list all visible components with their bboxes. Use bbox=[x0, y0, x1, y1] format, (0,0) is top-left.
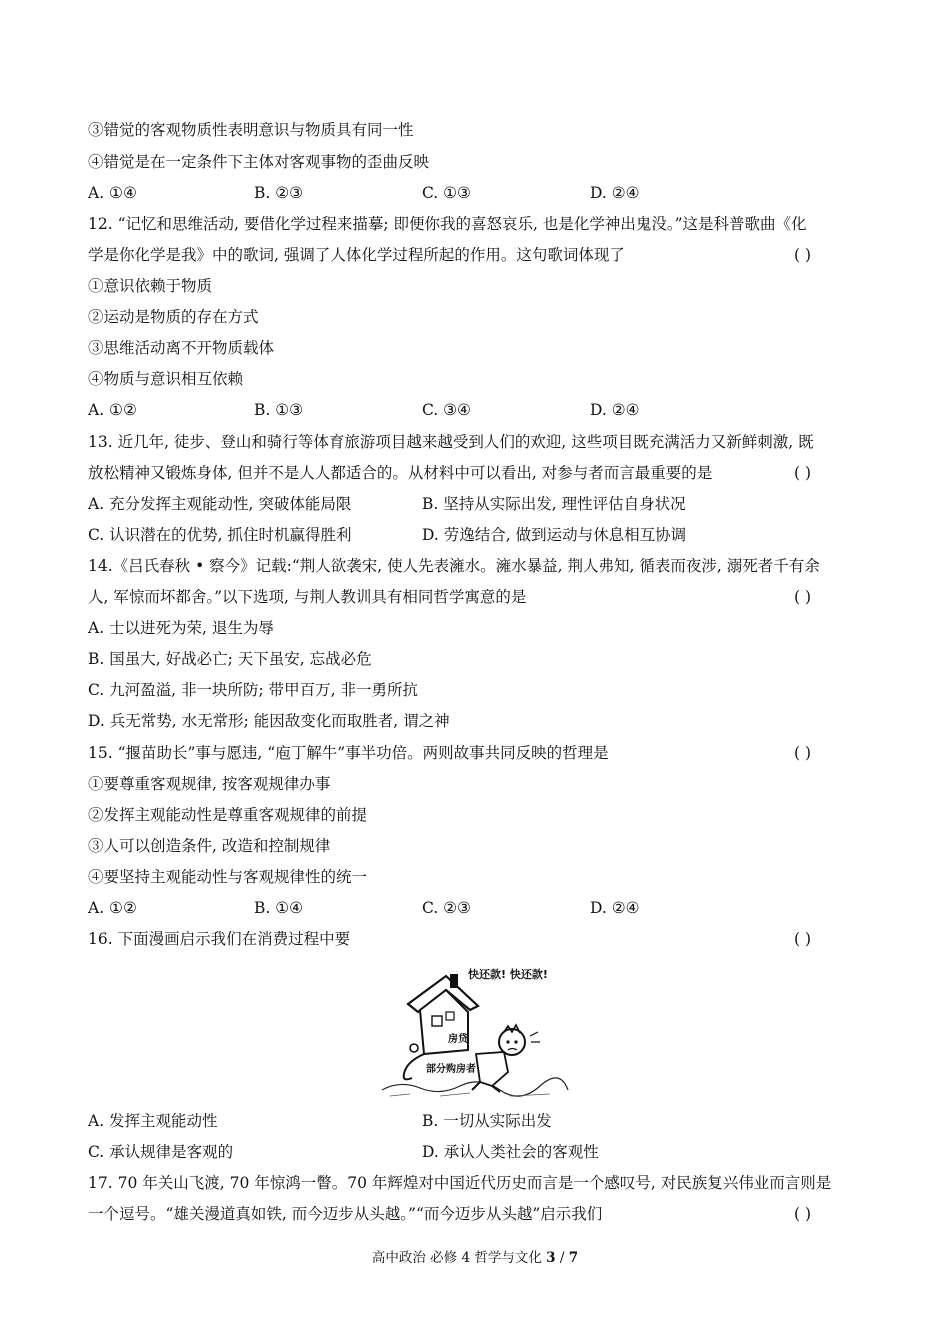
footer-separator: / bbox=[555, 1250, 569, 1266]
q14-stem-2: 人, 军惊而坏都舍。”以下选项, 与荆人教训具有相同哲学寓意的是 bbox=[88, 588, 527, 606]
q13-option-b: B. 坚持从实际出发, 理性评估自身状况 bbox=[422, 495, 686, 513]
q12-stem-2: 学是你化学是我》中的歌词, 强调了人体化学过程所起的作用。这句歌词体现了 bbox=[88, 246, 625, 264]
q13-option-c: C. 认识潜在的优势, 抓住时机赢得胜利 bbox=[88, 526, 352, 544]
house-label: 房贷 bbox=[448, 1034, 468, 1045]
cartoon-drawing bbox=[380, 962, 570, 1100]
q15-option-c: C. ②③ bbox=[422, 899, 471, 917]
q12-choice-3: ③思维活动离不开物质载体 bbox=[88, 339, 275, 357]
q13-stem-2: 放松精神又锻炼身体, 但并不是人人都适合的。从材料中可以看出, 对参与者而言最重要的是 bbox=[88, 464, 713, 482]
q15-option-b: B. ①④ bbox=[254, 899, 304, 917]
q15-choice-4: ④要坚持主观能动性与客观规律性的统一 bbox=[88, 868, 368, 886]
q13-option-a: A. 充分发挥主观能动性, 突破体能局限 bbox=[88, 495, 352, 513]
q14-answer-bracket: ( ) bbox=[794, 588, 812, 606]
house-chimney bbox=[450, 974, 458, 988]
q15-option-a: A. ①② bbox=[88, 899, 137, 917]
q12-choice-4: ④物质与意识相互依赖 bbox=[88, 370, 244, 388]
q12-choice-1: ①意识依赖于物质 bbox=[88, 277, 213, 295]
q14-option-b: B. 国虽大, 好战必亡; 天下虽安, 忘战必危 bbox=[88, 650, 372, 668]
q11-choice-3: ③错觉的客观物质性表明意识与物质具有同一性 bbox=[88, 121, 414, 139]
person-eye-2 bbox=[514, 1040, 517, 1043]
q12-answer-bracket: ( ) bbox=[794, 246, 812, 264]
q17-stem-1: 17. 70 年关山飞渡, 70 年惊鸿一瞥。70 年辉煌对中国近代历史而言是一个感叹号, 对民族复兴伟业而言则是 bbox=[88, 1174, 832, 1192]
person-label: 部分购房者 bbox=[426, 1064, 476, 1075]
q14-option-c: C. 九河盈溢, 非一块所防; 带甲百万, 非一勇所抗 bbox=[88, 681, 419, 699]
q11-option-c: C. ①③ bbox=[422, 184, 471, 202]
footer-page-total: 7 bbox=[568, 1250, 579, 1266]
q11-choice-4: ④错觉是在一定条件下主体对客观事物的歪曲反映 bbox=[88, 153, 430, 171]
q12-stem-1: 12. “记忆和思维活动, 要借化学过程来描摹; 即便你我的喜怒哀乐, 也是化学神出鬼没。”这是科普歌曲《化 bbox=[88, 215, 807, 233]
mortgage-cartoon bbox=[380, 962, 570, 1100]
chain-link bbox=[410, 1044, 418, 1052]
q17-stem-2: 一个逗号。“雄关漫道真如铁, 而今迈步从头越。”“而今迈步从头越”启示我们 bbox=[88, 1205, 603, 1223]
q14-stem-1: 14.《吕氏春秋 • 察今》记载:“荆人欲袭宋, 使人先表澭水。澭水暴益, 荆人弗知, 循表而夜涉, 溺死者千有余 bbox=[88, 557, 820, 575]
q15-choice-1: ①要尊重客观规律, 按客观规律办事 bbox=[88, 775, 331, 793]
sweat-marks bbox=[530, 1032, 540, 1042]
q16-option-d: D. 承认人类社会的客观性 bbox=[422, 1143, 599, 1161]
person-eye bbox=[506, 1040, 509, 1043]
q12-option-b: B. ①③ bbox=[254, 401, 304, 419]
q15-choice-3: ③人可以创造条件, 改造和控制规律 bbox=[88, 837, 331, 855]
q11-option-b: B. ②③ bbox=[254, 184, 304, 202]
q12-choice-2: ②运动是物质的存在方式 bbox=[88, 308, 259, 326]
q16-option-c: C. 承认规律是客观的 bbox=[88, 1143, 234, 1161]
person-body bbox=[476, 1052, 508, 1086]
q15-answer-bracket: ( ) bbox=[794, 744, 812, 762]
q14-option-d: D. 兵无常势, 水无常形; 能因敌变化而取胜者, 谓之神 bbox=[88, 712, 450, 730]
q14-option-a: A. 士以进死为荣, 退生为辱 bbox=[88, 619, 274, 637]
q16-stem: 16. 下面漫画启示我们在消费过程中要 bbox=[88, 930, 351, 948]
q12-option-c: C. ③④ bbox=[422, 401, 471, 419]
q17-answer-bracket: ( ) bbox=[794, 1205, 812, 1223]
q13-stem-1: 13. 近几年, 徒步、登山和骑行等体育旅游项目越来越受到人们的欢迎, 这些项目既充满活力又新鲜刺激, 既 bbox=[88, 433, 814, 451]
cartoon-caption: 快还款! 快还款! bbox=[468, 968, 548, 981]
q16-option-a: A. 发挥主观能动性 bbox=[88, 1112, 218, 1130]
q16-option-b: B. 一切从实际出发 bbox=[422, 1112, 552, 1130]
footer-page-number: 3 bbox=[546, 1250, 556, 1266]
q11-option-d: D. ②④ bbox=[590, 184, 640, 202]
q15-choice-2: ②发挥主观能动性是尊重客观规律的前提 bbox=[88, 806, 368, 824]
q15-option-d: D. ②④ bbox=[590, 899, 640, 917]
q11-option-a: A. ①④ bbox=[88, 184, 137, 202]
q16-answer-bracket: ( ) bbox=[794, 930, 812, 948]
q13-answer-bracket: ( ) bbox=[794, 464, 812, 482]
q12-option-d: D. ②④ bbox=[590, 401, 640, 419]
q15-stem: 15. “揠苗助长”事与愿违, “庖丁解牛”事半功倍。两则故事共同反映的哲理是 bbox=[88, 744, 609, 762]
footer-title: 高中政治 必修 4 哲学与文化 bbox=[371, 1250, 547, 1266]
page-footer bbox=[0, 1246, 950, 1266]
chain bbox=[404, 1054, 424, 1079]
q13-option-d: D. 劳逸结合, 做到运动与休息相互协调 bbox=[422, 526, 687, 544]
q12-option-a: A. ①② bbox=[88, 401, 137, 419]
